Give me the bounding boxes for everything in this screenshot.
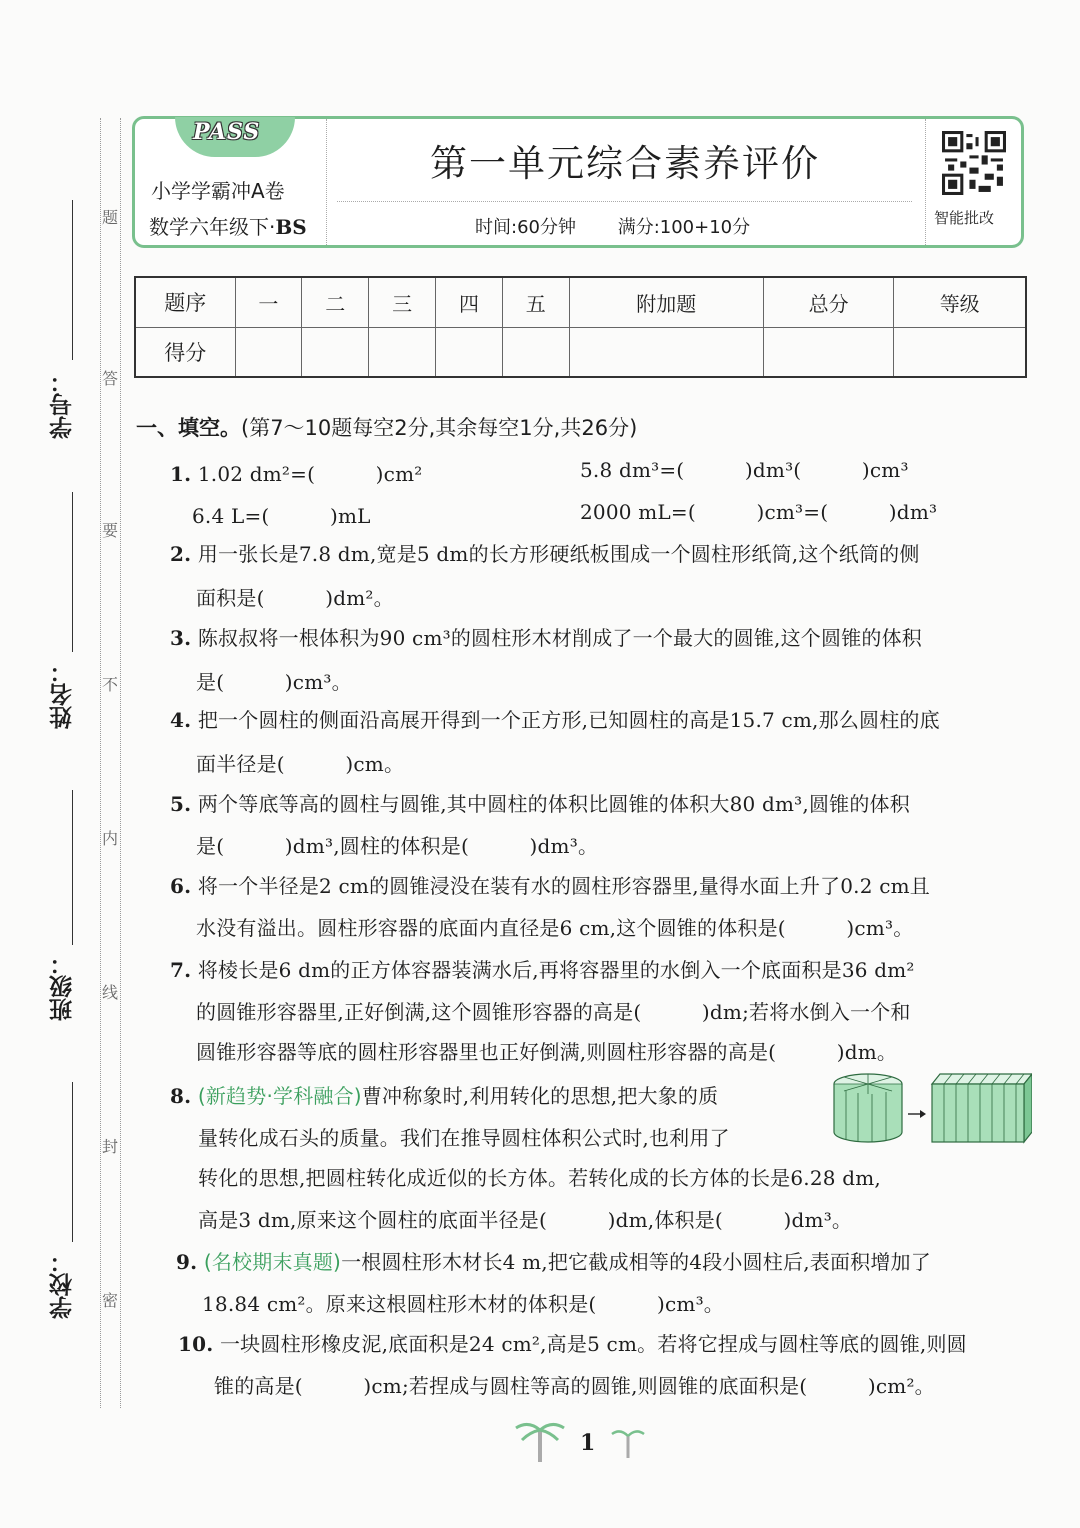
question-text: 将一个半径是2 cm的圆锥浸没在装有水的圆柱形容器里,量得水面上升了0.2 cm且 bbox=[197, 874, 930, 898]
section-heading: 一、填空。 bbox=[136, 416, 241, 440]
row-header-question: 题序 bbox=[135, 277, 235, 327]
binding-dotted-line bbox=[100, 118, 101, 1408]
score-cell[interactable] bbox=[369, 327, 436, 377]
seal-char: 内 bbox=[101, 829, 118, 848]
question-line bbox=[202, 1288, 724, 1317]
column-header: 三 bbox=[369, 277, 436, 327]
question-text: 5.8 dm³=( )dm³( )cm³ bbox=[580, 458, 909, 482]
question-text: 将棱长是6 dm的正方体容器装满水后,再将容器里的水倒入一个底面积是36 dm² bbox=[197, 958, 915, 982]
column-header: 一 bbox=[235, 277, 302, 327]
arrow-right-icon bbox=[908, 1110, 926, 1118]
question-text: 2000 mL=( )cm³=( )dm³ bbox=[580, 500, 938, 524]
question-line bbox=[170, 870, 930, 899]
student-id-label: 学号： bbox=[50, 370, 76, 439]
question-tag: (名校期末真题) bbox=[203, 1250, 342, 1274]
question-line bbox=[192, 500, 371, 529]
class-label: 班级： bbox=[50, 952, 76, 1021]
column-header: 五 bbox=[502, 277, 569, 327]
question-text: 18.84 cm²。原来这根圆柱形木材的体积是( )cm³。 bbox=[202, 1292, 724, 1316]
palm-tree-icon bbox=[612, 1431, 644, 1458]
question-text: 曹冲称象时,利用转化的思想,把大象的质 bbox=[361, 1084, 719, 1108]
seal-char: 要 bbox=[101, 521, 118, 540]
question-line bbox=[198, 1204, 852, 1233]
question-line bbox=[170, 622, 922, 651]
qr-label: 智能批改 bbox=[934, 209, 995, 227]
score-cell[interactable] bbox=[569, 327, 763, 377]
question-line bbox=[196, 748, 404, 777]
binding-dotted-line bbox=[120, 118, 121, 1408]
row-header-score: 得分 bbox=[135, 327, 235, 377]
exam-header bbox=[132, 116, 1024, 248]
pass-logo: PASS bbox=[193, 119, 261, 145]
question-line bbox=[580, 496, 937, 525]
name-field[interactable] bbox=[72, 492, 73, 652]
score-cell[interactable] bbox=[763, 327, 894, 377]
score-cell[interactable] bbox=[302, 327, 369, 377]
question-text: 用一张长是7.8 dm,宽是5 dm的长方形硬纸板围成一个圆柱形纸筒,这个纸筒的侧 bbox=[197, 542, 920, 566]
question-number: 10. bbox=[178, 1332, 214, 1356]
time-limit: 时间:60分钟 bbox=[475, 217, 576, 238]
question-text: 把一个圆柱的侧面沿高展开得到一个正方形,已知圆柱的高是15.7 cm,那么圆柱的底 bbox=[197, 708, 940, 732]
full-score: 满分:100+10分 bbox=[617, 217, 751, 238]
series-name: 小学学霸冲A卷 bbox=[151, 179, 285, 203]
question-number: 4. bbox=[170, 708, 192, 732]
seal-char: 题 bbox=[101, 208, 118, 227]
question-number: 1. bbox=[170, 462, 192, 486]
question-number: 6. bbox=[170, 874, 192, 898]
page-title: 第一单元综合素养评价 bbox=[430, 142, 820, 185]
question-text: 两个等底等高的圆柱与圆锥,其中圆柱的体积比圆锥的体积大80 dm³,圆锥的体积 bbox=[197, 792, 910, 816]
column-header: 等级 bbox=[894, 277, 1026, 327]
question-line bbox=[196, 582, 394, 611]
question-text: 水没有溢出。圆柱形容器的底面内直径是6 cm,这个圆锥的体积是( )cm³。 bbox=[196, 916, 914, 940]
question-text: 锥的高是( )cm;若捏成与圆柱等高的圆锥,则圆锥的底面积是( )cm²。 bbox=[214, 1374, 935, 1398]
question-line bbox=[196, 996, 911, 1025]
question-text: 6.4 L=( )mL bbox=[192, 504, 371, 528]
student-id-field[interactable] bbox=[72, 200, 73, 360]
grade-info bbox=[149, 211, 307, 240]
question-text: 陈叔叔将一根体积为90 cm³的圆柱形木材削成了一个最大的圆锥,这个圆锥的体积 bbox=[197, 626, 922, 650]
palm-tree-icon bbox=[516, 1424, 564, 1462]
school-field[interactable] bbox=[72, 1082, 73, 1242]
seal-char: 封 bbox=[101, 1137, 118, 1156]
score-cell[interactable] bbox=[436, 327, 503, 377]
cuboid-icon bbox=[932, 1074, 1032, 1142]
column-header: 附加题 bbox=[569, 277, 763, 327]
question-line bbox=[580, 454, 909, 483]
column-header: 总分 bbox=[763, 277, 894, 327]
question-text: 是( )dm³,圆柱的体积是( )dm³。 bbox=[196, 834, 599, 858]
seal-char: 线 bbox=[101, 983, 118, 1002]
score-table-header-row bbox=[135, 277, 1026, 327]
question-line bbox=[198, 1122, 730, 1151]
column-header: 四 bbox=[436, 277, 503, 327]
cylinder-to-cuboid-illustration bbox=[832, 1070, 1032, 1146]
section-title bbox=[136, 412, 637, 442]
seal-char: 不 bbox=[101, 675, 118, 694]
question-text: 1.02 dm²=( )cm² bbox=[197, 462, 423, 486]
section-note: (第7～10题每空2分,其余每空1分,共26分) bbox=[241, 416, 638, 440]
qr-code-icon[interactable] bbox=[942, 131, 1006, 195]
question-text: 的圆锥形容器里,正好倒满,这个圆锥形容器的高是( )dm;若将水倒入一个和 bbox=[196, 1000, 911, 1024]
question-line bbox=[196, 666, 352, 695]
score-table bbox=[134, 276, 1027, 378]
question-text: 一根圆柱形木材长4 m,把它截成相等的4段小圆柱后,表面积增加了 bbox=[341, 1250, 931, 1274]
question-tag: (新趋势·学科融合) bbox=[197, 1084, 362, 1108]
question-text: 面积是( )dm²。 bbox=[196, 586, 394, 610]
question-number: 5. bbox=[170, 792, 192, 816]
question-line bbox=[170, 538, 920, 567]
question-line bbox=[170, 1080, 718, 1109]
score-cell[interactable] bbox=[894, 327, 1026, 377]
question-line bbox=[196, 1036, 897, 1065]
question-line bbox=[170, 458, 422, 487]
score-cell[interactable] bbox=[502, 327, 569, 377]
question-text: 是( )cm³。 bbox=[196, 670, 352, 694]
question-number: 8. bbox=[170, 1084, 192, 1108]
class-field[interactable] bbox=[72, 790, 73, 945]
series-area bbox=[135, 119, 327, 245]
qr-area bbox=[925, 119, 1021, 245]
question-text: 圆锥形容器等底的圆柱形容器里也正好倒满,则圆柱形容器的高是( )dm。 bbox=[196, 1040, 898, 1064]
grade-text: 数学六年级下· bbox=[149, 215, 276, 239]
question-line bbox=[176, 1246, 931, 1275]
question-line bbox=[178, 1328, 967, 1357]
question-line bbox=[196, 912, 913, 941]
question-line bbox=[170, 954, 915, 983]
seal-char: 密 bbox=[101, 1291, 118, 1310]
question-text: 高是3 dm,原来这个圆柱的底面半径是( )dm,体积是( )dm³。 bbox=[198, 1208, 853, 1232]
question-text: 一块圆柱形橡皮泥,底面积是24 cm²,高是5 cm。若将它捏成与圆柱等底的圆锥,则圆 bbox=[219, 1332, 967, 1356]
page-number: 1 bbox=[580, 1430, 596, 1456]
score-cell[interactable] bbox=[235, 327, 302, 377]
seal-char: 答 bbox=[101, 369, 118, 388]
question-line bbox=[198, 1162, 881, 1191]
cylinder-icon bbox=[834, 1074, 902, 1142]
exam-meta bbox=[475, 213, 786, 239]
question-number: 9. bbox=[176, 1250, 198, 1274]
question-line bbox=[170, 788, 910, 817]
column-header: 二 bbox=[302, 277, 369, 327]
edition-code: BS bbox=[275, 215, 307, 239]
question-text: 面半径是( )cm。 bbox=[196, 752, 405, 776]
question-text: 转化的思想,把圆柱转化成近似的长方体。若转化成的长方体的长是6.28 dm, bbox=[198, 1166, 881, 1190]
score-table-score-row bbox=[135, 327, 1026, 377]
name-label: 姓名： bbox=[50, 660, 76, 729]
title-divider bbox=[337, 201, 912, 202]
question-line bbox=[214, 1370, 935, 1399]
question-number: 2. bbox=[170, 542, 192, 566]
question-line bbox=[196, 830, 598, 859]
question-number: 7. bbox=[170, 958, 192, 982]
question-text: 量转化成石头的质量。我们在推导圆柱体积公式时,也利用了 bbox=[198, 1126, 730, 1150]
school-label: 学校： bbox=[50, 1250, 76, 1319]
question-number: 3. bbox=[170, 626, 192, 650]
question-line bbox=[170, 704, 940, 733]
